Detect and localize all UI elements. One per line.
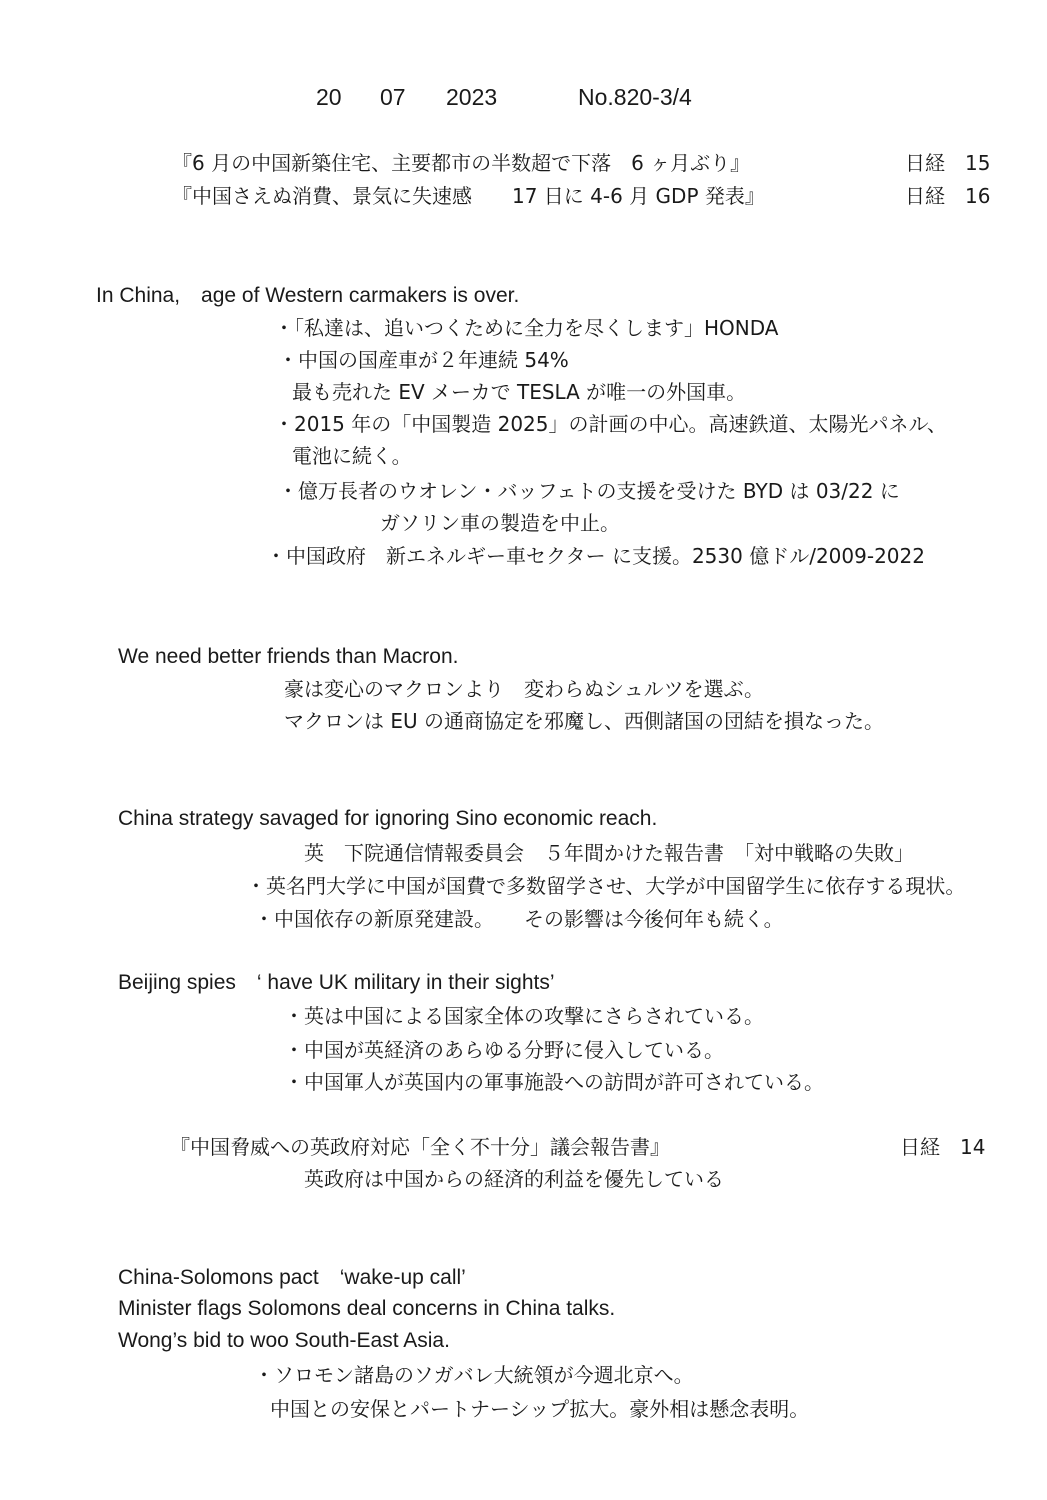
- section-macron-line: 豪は変心のマクロンより 変わらぬシュルツを選ぶ。: [284, 677, 764, 701]
- section-spies-line: ・英は中国による国家全体の攻撃にさらされている。: [284, 1004, 764, 1028]
- section-cars-heading: In China, age of Western carmakers is over.: [96, 284, 520, 307]
- section-cars-line: 最も売れた EV メーカで TESLA が唯一の外国車。: [292, 380, 747, 404]
- nikkei-source-2: 日経 16: [905, 184, 991, 208]
- section-macron-line: マクロンは EU の通商協定を邪魔し、西側諸国の団結を損なった。: [284, 709, 884, 733]
- section-spies-heading: Beijing spies ‘ have UK military in their sights’: [118, 971, 555, 994]
- section-strategy-line: ・中国依存の新原発建設。 その影響は今後何年も続く。: [254, 907, 784, 931]
- report-source: 日経 14: [900, 1135, 986, 1159]
- section-cars-line: ・中国の国産車が２年連続 54%: [278, 348, 569, 372]
- section-cars-line: ・2015 年の「中国製造 2025」の計画の中心。高速鉄道、太陽光パネル、: [274, 412, 947, 436]
- section-solomons-heading: China-Solomons pact ‘wake-up call’: [118, 1266, 466, 1289]
- nikkei-headline-2: 『中国さえぬ消費、景気に失速感 17 日に 4-6 月 GDP 発表』: [172, 184, 765, 208]
- nikkei-headline-1: 『6 月の中国新築住宅、主要都市の半数超で下落 6 ヶ月ぶり』: [172, 151, 751, 175]
- section-cars-line: ・中国政府 新エネルギー車セクター に支援。2530 億ドル/2009-2022: [266, 544, 925, 568]
- section-cars-line: ・「私達は、追いつくために全力を尽くします」HONDA: [274, 316, 779, 340]
- section-solomons-line: 中国との安保とパートナーシップ拡大。豪外相は懸念表明。: [270, 1397, 810, 1421]
- section-cars-line: ガソリン車の製造を中止。: [380, 511, 620, 535]
- date-day: 20: [316, 84, 342, 110]
- section-spies-line: ・中国軍人が英国内の軍事施設への訪問が許可されている。: [284, 1070, 824, 1094]
- section-cars-line: 電池に続く。: [292, 444, 412, 468]
- document-number: No.820-3/4: [578, 84, 692, 110]
- nikkei-source-1: 日経 15: [905, 151, 991, 175]
- section-solomons-line: ・ソロモン諸島のソガバレ大統領が今週北京へ。: [254, 1363, 694, 1387]
- section-solomons-heading: Minister flags Solomons deal concerns in China talks.: [118, 1297, 616, 1320]
- section-solomons-heading: Wong’s bid to woo South-East Asia.: [118, 1329, 450, 1352]
- section-cars-line: ・億万長者のウオレン・バッフェトの支援を受けた BYD は 03/22 に: [278, 479, 900, 503]
- section-strategy-heading: China strategy savaged for ignoring Sino economic reach.: [118, 807, 658, 830]
- section-strategy-line: ・英名門大学に中国が国費で多数留学させ、大学が中国留学生に依存する現状。: [246, 874, 966, 898]
- section-macron-heading: We need better friends than Macron.: [118, 645, 459, 668]
- section-strategy-line: 英 下院通信情報委員会 ５年間かけた報告書 「対中戦略の失敗」: [304, 841, 914, 865]
- section-spies-line: ・中国が英経済のあらゆる分野に侵入している。: [284, 1038, 724, 1062]
- report-line: 英政府は中国からの経済的利益を優先している: [304, 1167, 724, 1191]
- date-year: 2023: [446, 84, 498, 110]
- date-month: 07: [380, 84, 406, 110]
- report-title: 『中国脅威への英政府対応「全く不十分」議会報告書』: [170, 1135, 670, 1159]
